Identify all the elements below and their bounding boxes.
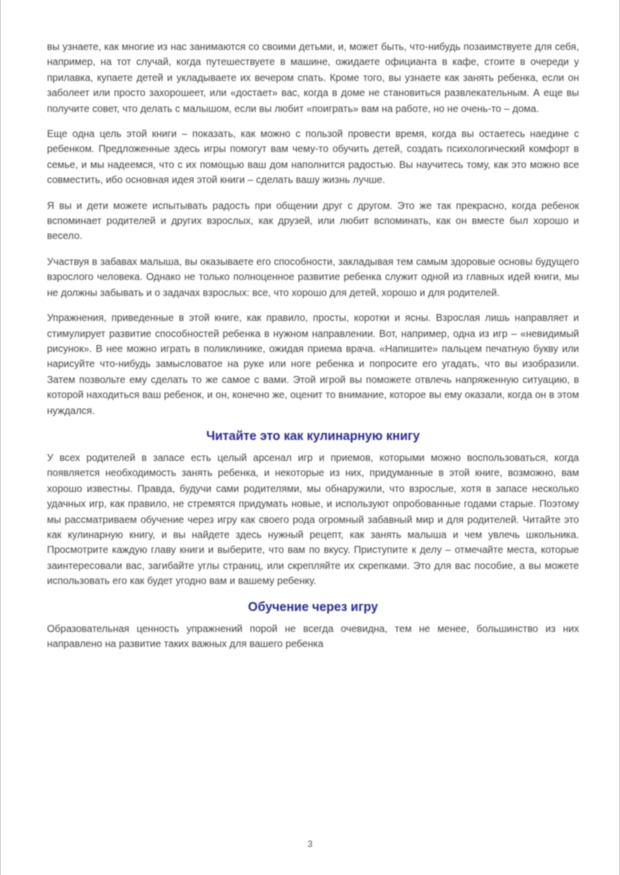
paragraph-5: Упражнения, приведенные в этой книге, как правило, просты, коротки и ясны. Взрослая лишь направляет и стимулирует развитие способностей ребенка в нужном направлении. Вот, например, одна из игр – «невидимый рисунок». В нее можно играть в поликлинике, ожидая приема врача. «Напишите» пальцем печатную букву или нарисуйте что-нибудь замысловатое на руке или ноге ребенка и попросите его угадать, что вы изобразили. Затем позвольте ему сделать то же самое с вами. Этой игрой вы поможете отвлечь напряженную ситуацию, в которой находиться ваш ребенок, и он, конечно же, оценит то внимание, которое вы ему оказали, когда он в этом нуждался.: [47, 313, 579, 417]
paragraph-6: У всех родителей в запасе есть целый арсенал игр и приемов, которыми можно воспользоваться, когда появляется необходимость занять ребенка, и некоторые из них, придуманные в этой книге, возможно, вам хорошо известны. Правда, будучи сами родителями, мы обнаружили, что взрослые, хотя в запасе несколько удачных игр, как правило, не стремятся придумать новые, и используют опробованные годами старые. Поэтому мы рассматриваем обучение через игру как своего рода огромный забавный мир и для родителей. Читайте это как кулинарную книгу, и вы найдете здесь нужный рецепт, как занять малыша и чем увлечь школьника. Просмотрите каждую главу книги и выберите, что вам по вкусу. Приступите к делу – отмечайте места, которые заинтересовали вас, загибайте углы страниц, или скрепляйте их скрепками. Это для вас пособие, а вы можете использовать его как будет угодно вам и вашему ребенку.: [47, 452, 579, 588]
page-number: 3: [307, 839, 313, 849]
paragraph-1: вы узнаете, как многие из нас занимаются со своими детьми, и, может быть, что-нибудь позаимствуете для себя, например, на тот случай, когда путешествуете в машине, ожидаете официанта в кафе, стоите в очереди у прилавка, купаете детей и укладываете их вечером спать. Кроме того, вы узнаете как занять ребенка, если он заболеет или просто захорошеет, или «достает» вас, когда в доме не становиться развлекательным. А еще вы получите совет, что делать с малышом, если вы любит «поиграть» вам на работе, но не очень-то – дома.: [47, 42, 579, 115]
paragraph-2: Еще одна цель этой книги – показать, как можно с пользой провести время, когда вы остаетесь наедине с ребенком. Предложенные здесь игры помогут вам чему-то обучить детей, создать психологический комфорт в семье, и мы надеемся, что с их помощью ваш дом наполнится радостью. Вы научитесь тому, как это можно все совместить, ибо основная идея этой книги – сделать вашу жизнь лучше.: [47, 129, 579, 187]
paragraph-7: Образовательная ценность упражнений порой не всегда очевидна, тем не менее, большинство из них направлено на развитие таких важных для вашего ребенка: [47, 623, 579, 650]
paragraph-4: Участвуя в забавах малыша, вы оказываете его способности, закладывая тем самым здоровые основы будущего взрослого человека. Однако не только полноценное развитие ребенка служит одной из главных идей книги, мы не должны забывать и о задачах взрослых: все, что хорошо для детей, хорошо и для родителей.: [47, 256, 579, 299]
section-heading-cookbook: Читайте это как кулинарную книгу: [206, 428, 420, 443]
section-heading-learning-through-play: Обучение через игру: [248, 599, 378, 614]
paragraph-3: Я вы и дети можете испытывать радость при общении друг с другом. Это же так прекрасно, когда ребенок вспоминает родителей и других взрослых, как друзей, или любит вспоминать, как он вместе был хорошо и весело.: [47, 200, 579, 243]
